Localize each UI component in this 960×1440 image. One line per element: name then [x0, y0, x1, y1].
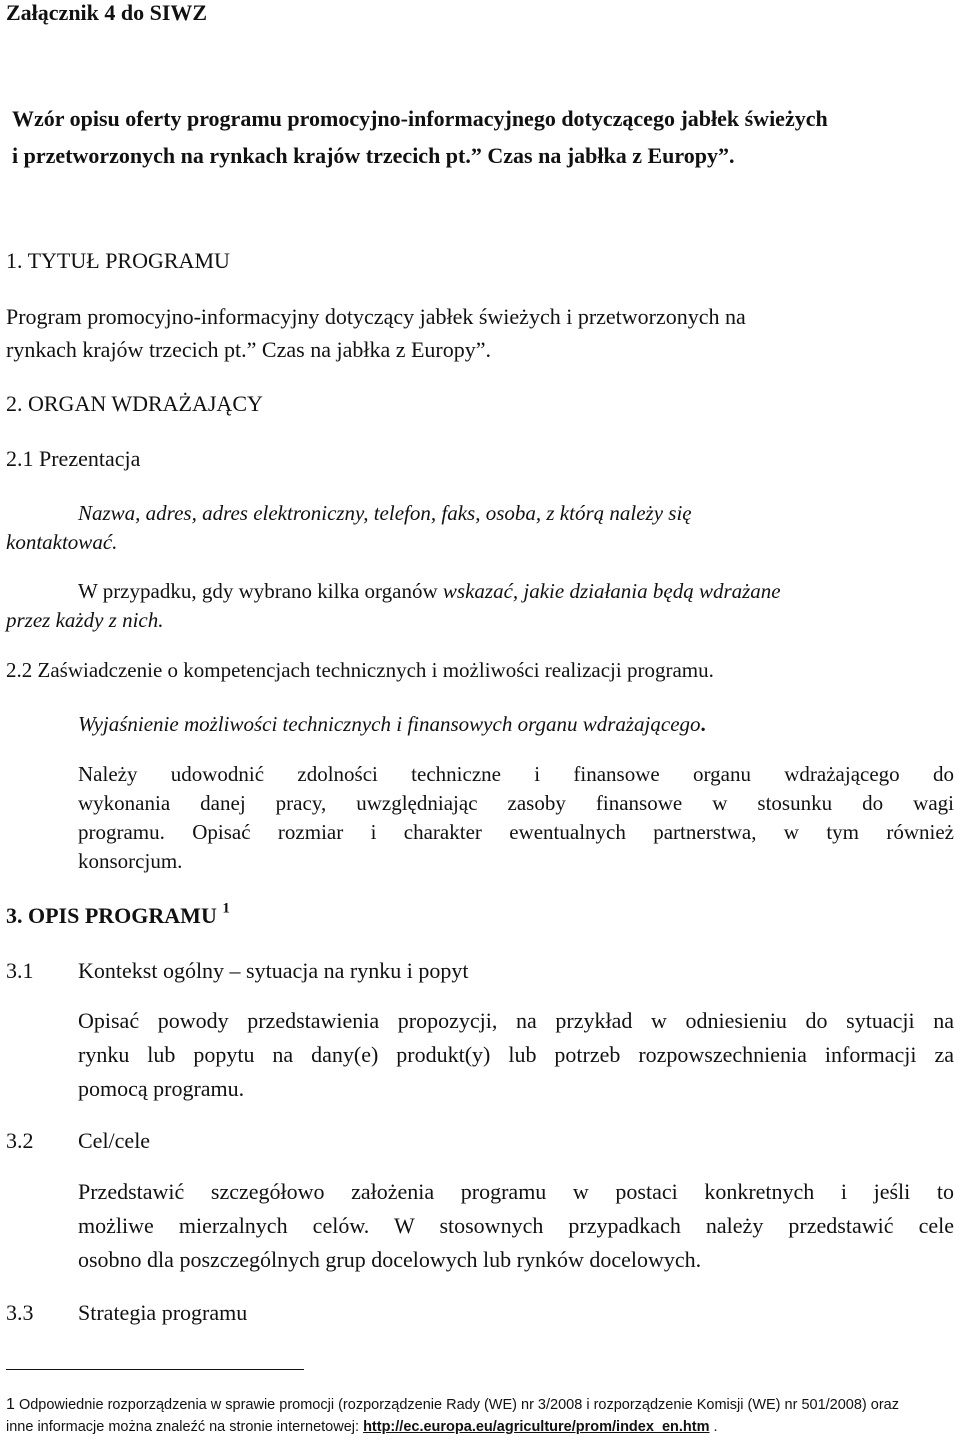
section-3-3-title: Strategia programu	[78, 1300, 248, 1325]
footnote-line-1	[6, 1394, 899, 1416]
footnote-text-line-1: Odpowiednie rozporządzenia w sprawie promocji (rozporządzenie Rady (WE) nr 3/2008 i rozporządzenie Komisji (WE) nr 501/2008) oraz	[18, 1397, 899, 1413]
section-2-1-note-italic: wskazać, jakie działania będą wdrażane	[437, 579, 781, 603]
footnote-divider	[6, 1369, 304, 1370]
section-2-2-italic-dot: .	[700, 712, 706, 736]
footnote-number: 1	[6, 1396, 15, 1413]
section-3-1-text-line-3: pomocą programu.	[78, 1076, 245, 1101]
section-2-1-instruction-line-2: kontaktować.	[6, 530, 118, 554]
document-header: Załącznik 4 do SIWZ	[6, 0, 208, 25]
section-1-heading: 1. TYTUŁ PROGRAMU	[6, 248, 230, 273]
section-3-2-text-line-1: Przedstawić szczegółowo założenia programu w postaci konkretnych i jeśli to	[78, 1179, 954, 1204]
section-2-1-note-line-2: przez każdy z nich.	[6, 608, 164, 632]
section-2-2-italic-line	[78, 710, 706, 739]
footnote-text-line-2: inne informacje można znaleźć na stronie internetowej:	[6, 1419, 364, 1435]
section-1-text-line-2: rynkach krajów trzecich pt.” Czas na jabłka z Europy”.	[6, 337, 492, 362]
section-2-2-paragraph-line-4: konsorcjum.	[78, 849, 183, 873]
section-2-heading: 2. ORGAN WDRAŻAJĄCY	[6, 391, 263, 416]
section-2-2-paragraph-line-3: programu. Opisać rozmiar i charakter ewentualnych partnerstwa, w tym również	[78, 820, 954, 844]
section-3-1-text-line-2: rynku lub popytu na dany(e) produkt(y) lub potrzeb rozpowszechnienia informacji za	[78, 1042, 954, 1067]
document-title-line-1: Wzór opisu oferty programu promocyjno-informacyjnego dotyczącego jabłek świeżych	[12, 106, 828, 131]
section-3-2-text-line-3: osobno dla poszczególnych grup docelowych lub rynków docelowych.	[78, 1247, 702, 1272]
section-1-text-line-1: Program promocyjno-informacyjny dotyczący jabłek świeżych i przetworzonych na	[6, 304, 746, 329]
section-2-1-instruction-line-1: Nazwa, adres, adres elektroniczny, telefon, faks, osoba, z którą należy się	[78, 501, 692, 525]
section-2-2-italic-text: Wyjaśnienie możliwości technicznych i finansowych organu wdrażającego	[78, 712, 701, 736]
section-3-heading-text: 3. OPIS PROGRAMU	[6, 903, 217, 928]
document-title-line-2: i przetworzonych na rynkach krajów trzecich pt.” Czas na jabłka z Europy”.	[12, 143, 735, 168]
section-2-1-heading: 2.1 Prezentacja	[6, 446, 141, 471]
section-2-2-paragraph-line-1: Należy udowodnić zdolności techniczne i finansowe organu wdrażającego do	[78, 762, 954, 786]
section-3-heading	[6, 901, 230, 930]
section-3-2-number: 3.2	[6, 1128, 34, 1153]
section-3-1-number: 3.1	[6, 958, 34, 983]
section-2-2-heading: 2.2 Zaświadczenie o kompetencjach technicznych i możliwości realizacji programu.	[6, 658, 714, 682]
section-2-1-note-normal: W przypadku, gdy wybrano kilka organów	[78, 579, 438, 603]
section-3-1-title: Kontekst ogólny – sytuacja na rynku i popyt	[78, 958, 469, 983]
footnote-text-end: .	[709, 1419, 718, 1435]
section-3-2-title: Cel/cele	[78, 1128, 151, 1153]
footnote-reference[interactable]: 1	[222, 900, 230, 917]
section-2-1-note-line-1	[78, 577, 781, 606]
section-3-1-text-line-1: Opisać powody przedstawienia propozycji, na przykład w odniesieniu do sytuacji na	[78, 1008, 954, 1033]
section-3-3-number: 3.3	[6, 1300, 34, 1325]
footnote-link[interactable]: http://ec.europa.eu/agriculture/prom/index_en.htm	[363, 1419, 710, 1435]
section-2-2-paragraph-line-2: wykonania danej pracy, uwzględniając zasoby finansowe w stosunku do wagi	[78, 791, 954, 815]
footnote-line-2	[6, 1416, 718, 1438]
section-3-2-text-line-2: możliwe mierzalnych celów. W stosownych przypadkach należy przedstawić cele	[78, 1213, 954, 1238]
